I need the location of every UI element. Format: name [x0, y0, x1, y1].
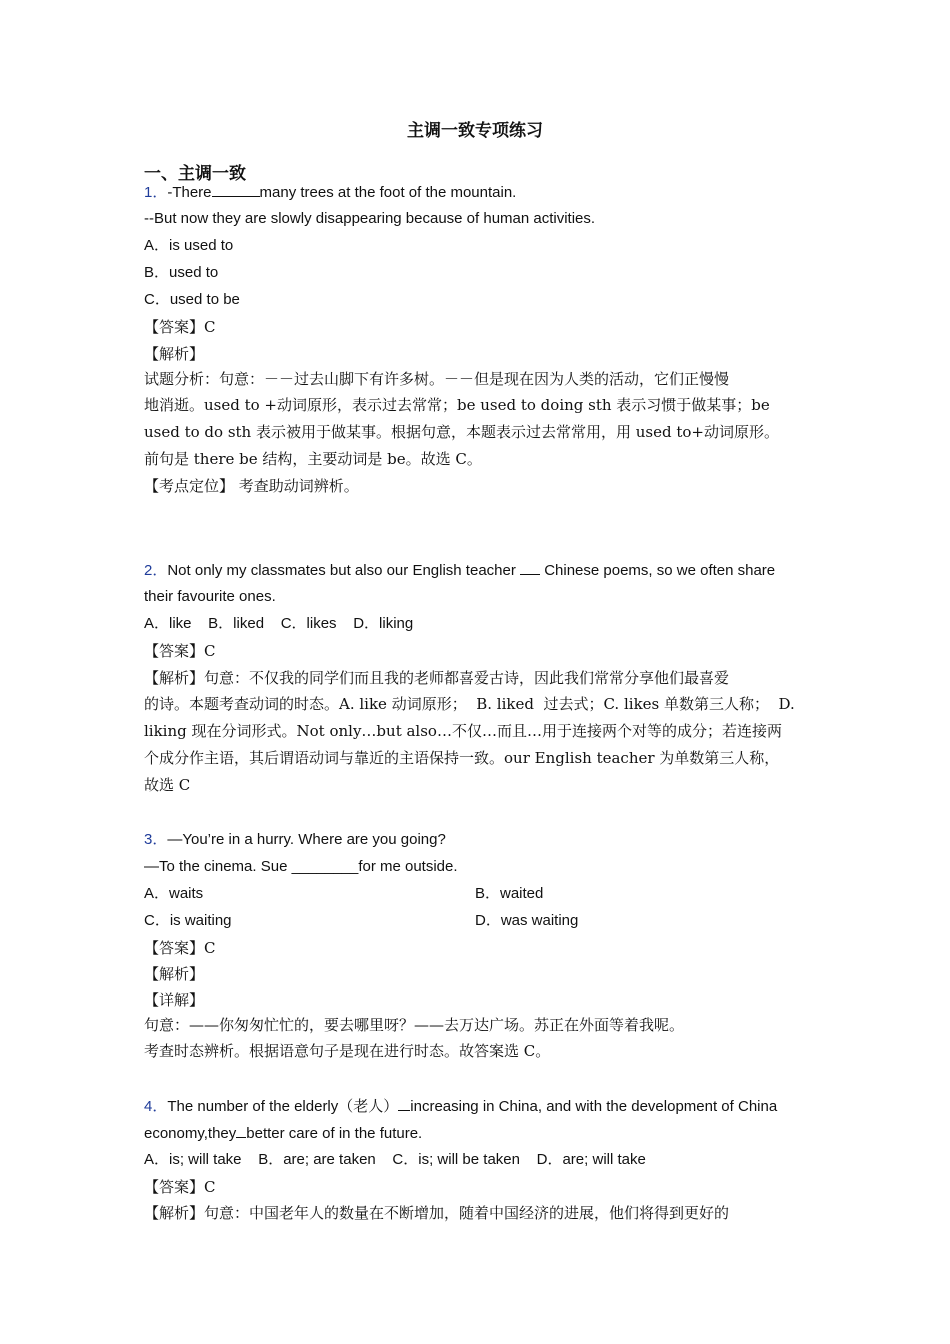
- option-d: D．was waiting: [475, 912, 579, 929]
- page-title: 主调一致专项练习: [407, 121, 543, 141]
- answer-line: 【答案】C: [144, 642, 216, 660]
- analysis-text: 句意：——你匆匆忙忙的，要去哪里呀？——去万达广场。苏正在外面等着我呢。: [144, 1016, 685, 1034]
- analysis-text: 故选 C: [144, 776, 191, 794]
- option-c: C．used to be: [144, 291, 240, 308]
- section-heading: 一、主调一致: [144, 164, 246, 184]
- analysis-label: 【解析】: [144, 965, 205, 983]
- question-number: 2．: [144, 562, 168, 579]
- analysis-text: liking 现在分词形式。Not only…but also…不仅…而且…用于连接两个对等的成分；若连接两: [144, 722, 782, 740]
- option-b: B．waited: [475, 885, 544, 902]
- answer-line: 【答案】C: [144, 1178, 216, 1196]
- analysis-text: 的诗。本题考查动词的时态。A. like 动词原形； B. liked 过去式；C. likes 单数第三人称； D.: [144, 695, 795, 713]
- analysis-text: 个成分作主语，其后谓语动词与靠近的主语保持一致。our English teacher 为单数第三人称，: [144, 749, 780, 767]
- question-3-stem-2: —To the cinema. Sue ________for me outside.: [144, 858, 458, 875]
- option-c: C．is waiting: [144, 912, 232, 929]
- analysis-text: 【解析】句意：不仅我的同学们而且我的老师都喜爱古诗，因此我们常常分享他们最喜爱: [144, 669, 730, 687]
- question-3-stem: 3．—You’re in a hurry. Where are you going?: [144, 831, 446, 848]
- question-number: 3．: [144, 831, 168, 848]
- question-2-stem-2: their favourite ones.: [144, 588, 276, 605]
- question-2-stem: 2．Not only my classmates but also our English teacher Chinese poems, so we often share: [144, 562, 776, 579]
- analysis-text: 前句是 there be 结构，主要动词是 be。故选 C。: [144, 450, 482, 468]
- options-row: A．is; will take B．are; are taken C．is; will be taken D．are; will take: [144, 1151, 646, 1168]
- question-number: 4．: [144, 1098, 168, 1115]
- analysis-text: 试题分析：句意：－－过去山脚下有许多树。－－但是现在因为人类的活动，它们正慢慢: [144, 370, 730, 388]
- answer-blank: [236, 1123, 246, 1138]
- question-4-stem: 4．The number of the elderly（老人） increasing in China, and with the development of China: [144, 1098, 778, 1115]
- question-1-stem: 1．-There many trees at the foot of the mountain.: [144, 184, 517, 201]
- analysis-text: 地消逝。used to +动词原形，表示过去常常；be used to doing sth 表示习惯于做某事；be: [144, 396, 770, 414]
- question-1-stem-2: --But now they are slowly disappearing because of human activities.: [144, 210, 596, 227]
- answer-line: 【答案】C: [144, 318, 216, 336]
- question-number: 1．: [144, 184, 168, 201]
- options-row: A．like B．liked C．likes D．liking: [144, 615, 414, 632]
- answer-line: 【答案】C: [144, 939, 216, 957]
- option-a: A．is used to: [144, 237, 234, 254]
- test-point: 【考点定位】 考查助动词辨析。: [144, 477, 359, 495]
- answer-blank: [398, 1096, 410, 1111]
- answer-blank: [520, 560, 540, 575]
- analysis-text: 【解析】句意：中国老年人的数量在不断增加，随着中国经济的进展，他们将得到更好的: [144, 1204, 730, 1222]
- answer-blank: [212, 182, 260, 197]
- analysis-label: 【解析】: [144, 345, 205, 363]
- option-b: B．used to: [144, 264, 219, 281]
- detail-label: 【详解】: [144, 991, 205, 1009]
- question-4-stem-2: economy,they better care of in the future.: [144, 1125, 423, 1142]
- analysis-text: 考查时态辨析。根据语意句子是现在进行时态。故答案选 C。: [144, 1042, 551, 1060]
- analysis-text: used to do sth 表示被用于做某事。根据句意，本题表示过去常常用，用 used to+动词原形。: [144, 423, 779, 441]
- option-a: A．waits: [144, 885, 204, 902]
